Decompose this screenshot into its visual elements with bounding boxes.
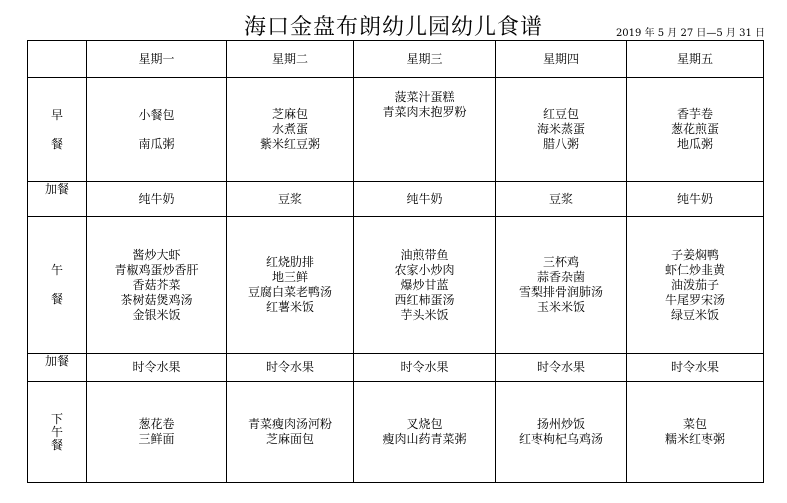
breakfast-cell: 芝麻包 水煮蛋 紫米红豆粥 xyxy=(227,78,354,182)
menu-table xyxy=(27,40,764,483)
lunch-row xyxy=(28,217,764,354)
snack-cell: 时令水果 xyxy=(496,354,627,382)
breakfast-cell: 红豆包 海米蒸蛋 腊八粥 xyxy=(496,78,627,182)
snack-cell: 纯牛奶 xyxy=(627,182,764,217)
lunch-cell: 油煎带鱼 农家小炒肉 爆炒甘蓝 西红柿蛋汤 芋头米饭 xyxy=(354,217,496,354)
snack-cell: 豆浆 xyxy=(496,182,627,217)
day-header: 星期四 xyxy=(496,41,627,78)
breakfast-row xyxy=(28,78,764,182)
snack-label: 加餐 xyxy=(28,182,87,217)
snack-cell: 豆浆 xyxy=(227,182,354,217)
afternoon-cell: 青菜瘦肉汤河粉 芝麻面包 xyxy=(227,382,354,483)
lunch-label: 午 餐 xyxy=(28,217,87,354)
snack-cell: 时令水果 xyxy=(354,354,496,382)
snack-cell: 时令水果 xyxy=(227,354,354,382)
header-row xyxy=(28,41,764,78)
afternoon-cell: 葱花卷 三鲜面 xyxy=(87,382,227,483)
day-header: 星期五 xyxy=(627,41,764,78)
day-header: 星期一 xyxy=(87,41,227,78)
breakfast-cell: 菠菜汁蛋糕 青菜肉末抱罗粉 xyxy=(354,78,496,182)
afternoon-cell: 叉烧包 瘦肉山药青菜粥 xyxy=(354,382,496,483)
snack-cell: 时令水果 xyxy=(87,354,227,382)
afternoon-row xyxy=(28,382,764,483)
date-range: 2019 年 5 月 27 日—5 月 31 日 xyxy=(615,28,765,39)
snack-label: 加餐 xyxy=(28,354,87,382)
lunch-cell: 酱炒大虾 青椒鸡蛋炒香肝 香菇芥菜 茶树菇煲鸡汤 金银米饭 xyxy=(87,217,227,354)
breakfast-label: 早 餐 xyxy=(28,78,87,182)
lunch-cell: 子姜焖鸭 虾仁炒韭黄 油泼茄子 牛尾罗宋汤 绿豆米饭 xyxy=(627,217,764,354)
afternoon-label: 下午餐 xyxy=(28,382,87,483)
page-title: 海口金盘布朗幼儿园幼儿食谱 xyxy=(243,15,543,40)
day-header: 星期三 xyxy=(354,41,496,78)
afternoon-cell: 扬州炒饭 红枣枸杞乌鸡汤 xyxy=(496,382,627,483)
snack-cell: 时令水果 xyxy=(627,354,764,382)
snack-row-1 xyxy=(28,182,764,217)
snack-cell: 纯牛奶 xyxy=(87,182,227,217)
breakfast-cell: 小餐包 南瓜粥 xyxy=(87,78,227,182)
snack-cell: 纯牛奶 xyxy=(354,182,496,217)
lunch-cell: 三杯鸡 蒜香杂菌 雪梨排骨润肺汤 玉米米饭 xyxy=(496,217,627,354)
afternoon-cell: 菜包 糯米红枣粥 xyxy=(627,382,764,483)
corner-cell xyxy=(28,41,87,78)
lunch-cell: 红烧肋排 地三鲜 豆腐白菜老鸭汤 红薯米饭 xyxy=(227,217,354,354)
day-header: 星期二 xyxy=(227,41,354,78)
breakfast-cell: 香芋卷 葱花煎蛋 地瓜粥 xyxy=(627,78,764,182)
snack-row-2 xyxy=(28,354,764,382)
